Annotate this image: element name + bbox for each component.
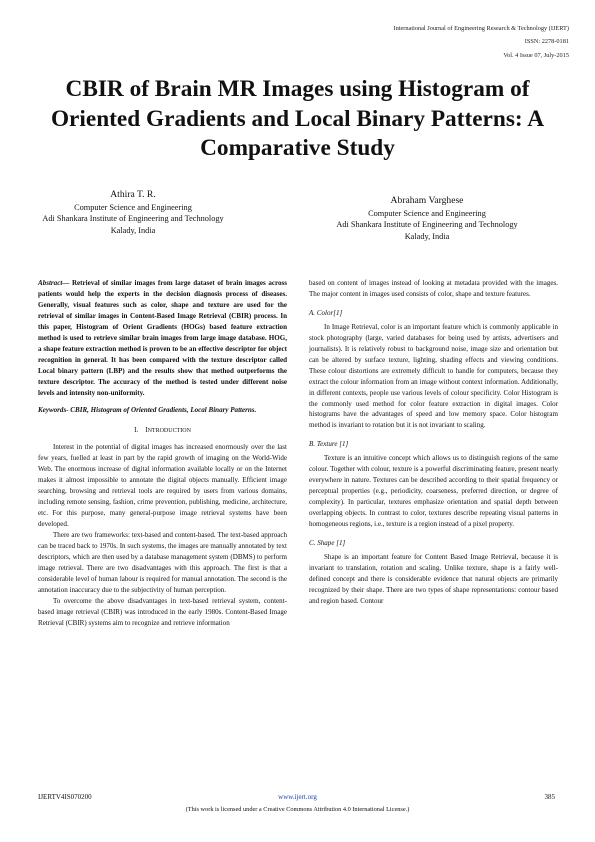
subsection-text-shape: Shape is an important feature for Content Based Image Retrieval, because it is invariant to translation, rotation and scaling. Unlike texture, shape is a fairly well-defined concept and there is considerable evidence that natural objects are primarily recognized by their shape. There are two types of shape representations: contour based and region based. Contour — [309, 552, 558, 605]
author-department: Computer Science and Engineering — [368, 209, 486, 218]
author-name: Athira T. R. — [110, 189, 156, 200]
author-institute: Adi Shankara Institute of Engineering and Technology — [336, 220, 518, 230]
author-block-1 — [28, 188, 238, 236]
section-numeral: I. — [134, 426, 139, 435]
keywords-text: CBIR, Histogram of Oriented Gradients, Local Binary Patterns. — [68, 406, 257, 415]
section-heading — [38, 425, 287, 437]
page-number: 385 — [544, 793, 555, 801]
subsection-text-color: In Image Retrieval, color is an important feature which is commonly applicable in stock photography (large, varied databases for being used by artists, advertisers and journalists). It is relatively robust to background noise, image size and orientation but can be altered by surface texture, lighting, shading effects and viewing conditions. These colour distortions are extremely difficult to handle for computers, because they extract the colour information from an image without context information. Additionally, in different contexts, people use various levels of colour specificity. Color Histogram is the commonly used method for color feature extraction in digital images. Color histograms have the advantages of speed and low memory space. Color histogram method is invariant to rotation but it is not invariant to scaling. — [309, 322, 558, 430]
abstract-label: Abstract— — [38, 279, 70, 287]
paper-title: CBIR of Brain MR Images using Histogram of Oriented Gradients and Local Binary Patterns: A Comparative Study — [50, 76, 545, 161]
subsection-heading-shape: C. Shape [1] — [309, 539, 346, 548]
paper-id: IJERTV4IS070200 — [38, 793, 92, 801]
journal-name: International Journal of Engineering Research & Technology (IJERT) — [393, 25, 569, 32]
license-note: (This work is licensed under a Creative Commons Attribution 4.0 International License.) — [185, 806, 410, 813]
intro-continuation: based on content of images instead of looking at metadata provided with the images. The major content in images used consists of color, shape and texture features. — [309, 279, 558, 298]
abstract-text: Retrieval of similar images from large dataset of brain images across patients would help the experts in the decision diagnosis process of diseases. Generally, visual features such as color, shape and texture are used for the retrieval of similar images in Content-Based Image Retrieval (CBIR) process. In this paper, Histogram of Orient Gradients (HOGs) based feature extraction method is used to retrieve similar brain images from large image database. HOG, a shape feature extraction method is proven to be an effective descriptor for object recognition in general. It has been compared with the texture descriptor called Local binary pattern (LBP) and the results show that method outperforms the texture descriptor. The accuracy of the method is tested under different noise levels and intensity non-uniformity. — [38, 279, 287, 397]
right-column — [309, 278, 558, 607]
subsection-text-texture: Texture is an intuitive concept which allows us to distinguish regions of the same colour. Together with colour, texture is a powerful discriminating feature, present nearly everywhere in nature. Textures can be described according to their spatial frequency or perceptual properties (e.g., periodicity, coarseness, preferred direction, or degree of complexity). In particular, textures emphasize orientation and spatial depth between overlapping objects. In contrast to color, textures describe repeating visual patterns in homogeneous regions, i.e., texture is a region instead of a pixel property. — [309, 454, 558, 529]
keywords — [38, 405, 287, 416]
subsection-heading-color: A. Color[1] — [309, 308, 343, 317]
left-column — [38, 278, 287, 629]
intro-paragraph: There are two frameworks: text-based and content-based. The text-based approach can be traced back to 1970s. In such systems, the images are manually annotated by text descriptors, which are then used by a database management system (DBMS) to perform image retrieval. There are two disadvantages with this approach. The first is that a considerable level of human labour is required for manual annotation. The second is the annotation inaccuracy due to the subjectivity of human perception. — [38, 531, 287, 594]
intro-paragraph: To overcome the above disadvantages in text-based retrieval system, content-based image retrieval (CBIR) was introduced in the early 1980s. Content-Based Image Retrieval (CBIR) systems aim to recognize and retrieve information — [38, 596, 287, 627]
author-location: Kalady, India — [110, 225, 156, 235]
intro-paragraph: Interest in the potential of digital images has increased enormously over the last few years, fuelled at least in part by the rapid growth of imaging on the World-Wide Web. The enormous increase of digital information available locally or on the Internet makes it almost impossible to annotate the digital objects manually. Efficient image searching, browsing and retrieval tools are required by users from various domains, including remote sensing, fashion, crime prevention, publishing, medicine, architecture, etc. For this purpose, many general-purpose image retrieval systems have been developed. — [38, 443, 287, 529]
author-block-2 — [295, 194, 559, 242]
author-location: Kalady, India — [404, 231, 450, 241]
author-institute: Adi Shankara Institute of Engineering and Technology — [42, 214, 224, 224]
author-department: Computer Science and Engineering — [74, 203, 192, 212]
section-title-rest: NTRODUCTION — [147, 428, 191, 435]
journal-url-link[interactable]: www.ijert.org — [278, 793, 317, 801]
journal-volume: Vol. 4 Issue 07, July-2015 — [503, 52, 569, 59]
abstract — [38, 278, 287, 398]
subsection-heading-texture: B. Texture [1] — [309, 440, 349, 449]
section-title-initial: I — [145, 426, 148, 435]
journal-issn: ISSN: 2278-0181 — [524, 38, 569, 45]
author-name: Abraham Varghese — [390, 195, 464, 206]
keywords-label: Keywords- — [38, 406, 69, 415]
